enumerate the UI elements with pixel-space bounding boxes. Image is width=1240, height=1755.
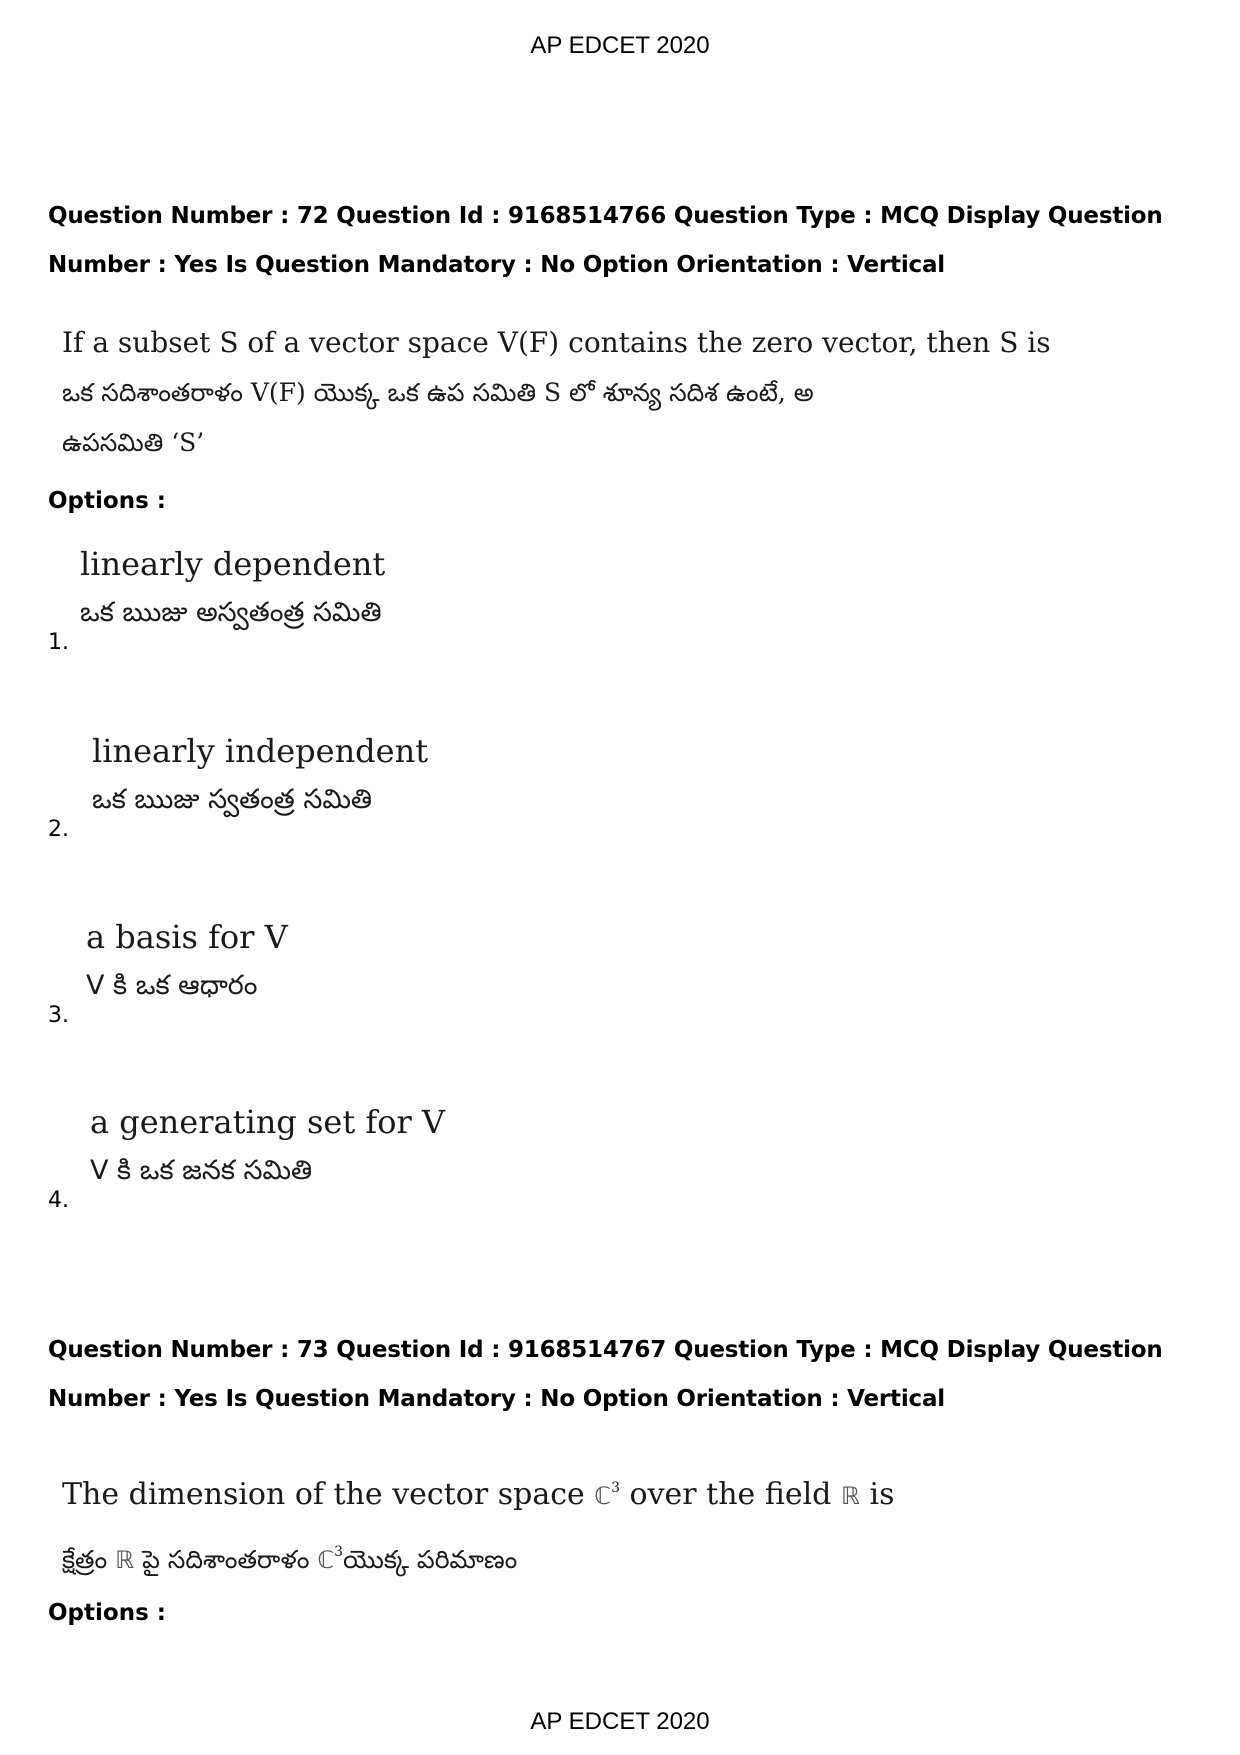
question-meta-line: Question Number : 72 Question Id : 9168514766 Question Type : MCQ Display Question — [48, 203, 1163, 229]
option-number: 1. — [48, 630, 69, 655]
page-header: AP EDCET 2020 — [530, 32, 710, 59]
option-text-telugu: ఒక ఋజు స్వతంత్ర సమితి — [92, 784, 373, 815]
question-text-segment: over the field — [619, 1477, 841, 1512]
question-meta-line: Question Number : 73 Question Id : 9168514767 Question Type : MCQ Display Question — [48, 1337, 1163, 1363]
question-meta-line: Number : Yes Is Question Mandatory : No Option Orientation : Vertical — [48, 1386, 945, 1412]
option-text-english: linearly dependent — [80, 545, 386, 583]
complex-field-symbol: ℂ — [317, 1546, 335, 1574]
real-field-symbol: ℝ — [115, 1546, 135, 1574]
option-text-english: a generating set for V — [90, 1103, 446, 1141]
question-text-english: If a subset S of a vector space V(F) contains the zero vector, then S is — [62, 326, 1051, 359]
question-72-text — [62, 318, 1162, 468]
question-text-segment: is — [859, 1477, 895, 1512]
option-text-english: a basis for V — [86, 918, 288, 956]
question-73-text — [62, 1460, 1162, 1588]
options-label: Options : — [48, 488, 166, 514]
options-label: Options : — [48, 1600, 166, 1626]
page-footer: AP EDCET 2020 — [530, 1708, 710, 1735]
option-2[interactable] — [48, 732, 948, 842]
question-text-segment: యొక్క పరిమాణం — [343, 1545, 518, 1574]
real-field-symbol: ℝ — [840, 1482, 860, 1510]
question-73-meta — [48, 1326, 1198, 1424]
exponent: 3 — [334, 1544, 344, 1560]
question-text-telugu — [62, 1524, 1162, 1588]
question-72-meta — [48, 192, 1198, 290]
option-3[interactable] — [48, 918, 948, 1028]
option-number: 4. — [48, 1188, 69, 1213]
question-text-segment: The dimension of the vector space — [62, 1477, 595, 1512]
option-text-telugu: ఒక ఋజు అస్వతంత్ర సమితి — [80, 597, 382, 628]
option-text-telugu: V కి ఒక ఆధారం — [86, 970, 258, 1001]
question-text-segment: క్షేత్రం — [62, 1545, 116, 1574]
option-number: 3. — [48, 1003, 69, 1028]
option-text-telugu: V కి ఒక జనక సమితి — [90, 1155, 313, 1186]
option-number: 2. — [48, 817, 69, 842]
exponent: 3 — [611, 1480, 620, 1496]
question-text-segment: పై సదిశాంతరాళం — [134, 1545, 318, 1574]
complex-field-symbol: ℂ — [594, 1482, 612, 1510]
question-text-telugu: ఒక సదిశాంతరాళం V(F) యొక్క ఒక ఉప సమితి S లో శూన్య సదిశ ఉంటే, అ — [62, 378, 814, 407]
question-meta-line: Number : Yes Is Question Mandatory : No Option Orientation : Vertical — [48, 252, 945, 278]
option-text-english: linearly independent — [92, 732, 429, 770]
option-4[interactable] — [48, 1103, 948, 1213]
question-text-telugu: ఉపసమితి ‘S’ — [62, 428, 205, 457]
question-text-english — [62, 1460, 1162, 1524]
option-1[interactable] — [48, 545, 948, 655]
